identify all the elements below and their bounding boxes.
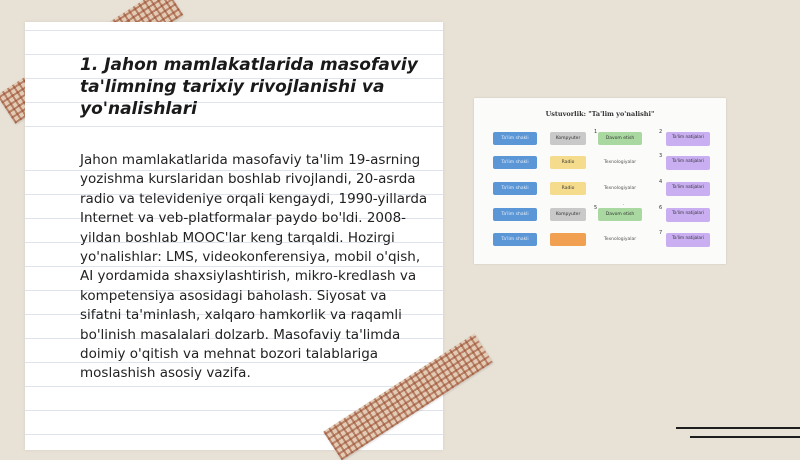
diagram-step-number: 6 xyxy=(659,205,663,211)
diagram-cell-outcome: Ta'lim natijalari xyxy=(666,156,710,170)
diagram-cell-process: Texnologiyalar xyxy=(603,160,637,165)
diagram-cell-outcome: Ta'lim natijalari xyxy=(666,208,710,222)
diagram-step-number: 3 xyxy=(659,153,663,159)
decorative-line xyxy=(676,427,800,429)
diagram-cell-process: Davom etish xyxy=(598,132,642,145)
slide-title: 1. Jahon mamlakatlarida masofaviy ta'limning tarixiy rivojlanishi va yo'nalishlari xyxy=(80,55,418,119)
slide-body-text: Jahon mamlakatlarida masofaviy ta'lim 19-asrning yozishma kurslaridan boshlab rivojlandi, 20-asrda radio va televideniye orqali kengaydi, 1990-yillarda Internet va veb-platformalar paydo bo'ldi. 2008-yildan boshlab MOOC'lar keng tarqaldi. Hozirgi yo'nalishlar: LMS, videokonferensiya, mobil o'qish, AI yordamida shaxsiylashtirish, mikro-kredlash va kompetensiya asosidagi baholash. Siyosat va sifatni ta'minlash, xalqaro hamkorlik va raqamli bo'linish masalalari dolzarb. Masofaviy ta'limda doimiy o'qitish va mehnat bozori talablariga moslashish asosiy vazifa. xyxy=(80,152,428,382)
diagram-cell-outcome: Ta'lim natijalari xyxy=(666,132,710,146)
diagram-cell-outcome: Ta'lim natijalari xyxy=(666,233,710,247)
diagram-step-number: 5 xyxy=(594,205,598,211)
diagram-cell-medium: Radio xyxy=(550,156,586,169)
diagram-row xyxy=(474,205,726,226)
diagram-row xyxy=(474,179,726,200)
diagram-cell-process: Davom etish xyxy=(598,208,642,221)
diagram-title: Ustuvorlik: "Ta'lim yo'nalishi" xyxy=(545,110,655,118)
diagram-cell-form: Ta'lim shakli xyxy=(493,182,537,195)
diagram-row xyxy=(474,129,726,150)
diagram-row xyxy=(474,153,726,174)
diagram-cell-form: Ta'lim shakli xyxy=(493,132,537,145)
diagram-cell-outcome: Ta'lim natijalari xyxy=(666,182,710,196)
diagram-cell-process: Texnologiyalar xyxy=(603,237,637,242)
diagram-cell-form: Ta'lim shakli xyxy=(493,233,537,246)
diagram-cell-medium xyxy=(550,233,586,246)
diagram-cell-process: Texnologiyalar xyxy=(603,186,637,191)
diagram-step-number: 4 xyxy=(659,179,663,185)
diagram-cell-form: Ta'lim shakli xyxy=(493,208,537,221)
diagram-step-number: 7 xyxy=(659,230,663,236)
diagram-step-number: 1 xyxy=(594,129,598,135)
diagram-cell-medium: Kompyuter xyxy=(550,208,586,221)
diagram-connector-icon: · xyxy=(623,202,625,208)
decorative-line xyxy=(690,436,800,438)
diagram-step-number: 2 xyxy=(659,129,663,135)
diagram-cell-form: Ta'lim shakli xyxy=(493,156,537,169)
priority-diagram-image xyxy=(474,98,726,264)
diagram-cell-medium: Radio xyxy=(550,182,586,195)
diagram-row xyxy=(474,230,726,251)
diagram-cell-medium: Kompyuter xyxy=(550,132,586,145)
